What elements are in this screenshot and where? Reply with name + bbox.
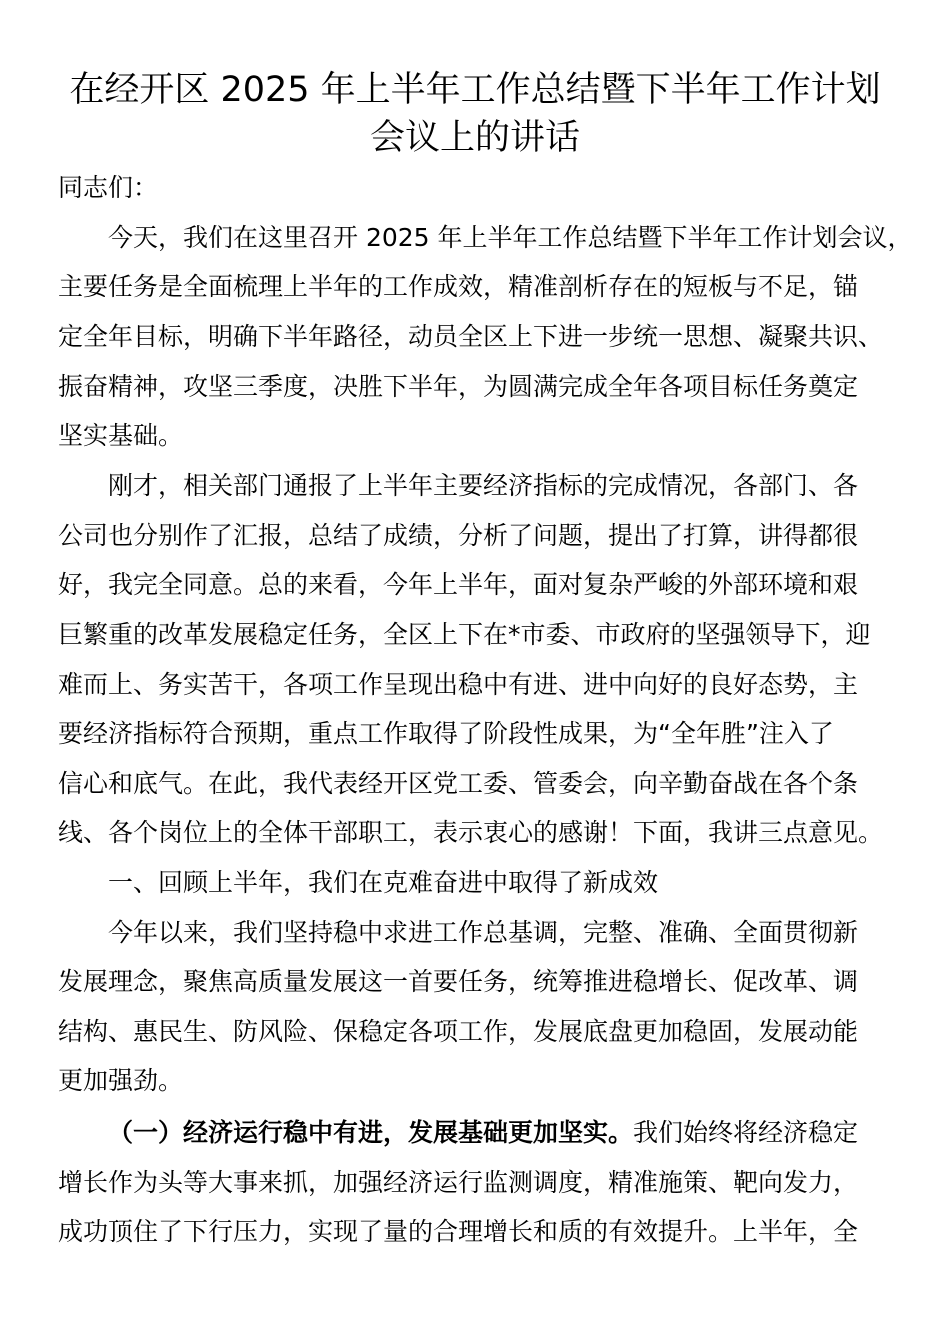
paragraph-3-line: 结构、惠民生、防风险、保稳定各项工作，发展底盘更加稳固，发展动能 <box>58 1017 859 1046</box>
paragraph-1-line: 今天，我们在这里召开 2025 年上半年工作总结暨下半年工作计划会议， <box>108 223 913 252</box>
paragraph-2-line: 好，我完全同意。总的来看，今年上半年，面对复杂严峻的外部环境和艰 <box>58 570 859 599</box>
paragraph-3-line: 今年以来，我们坚持稳中求进工作总基调，完整、准确、全面贯彻新 <box>108 918 859 947</box>
paragraph-2-line: 信心和底气。在此，我代表经开区党工委、管委会，向辛勤奋战在各个条 <box>58 769 859 798</box>
paragraph-1-line: 主要任务是全面梳理上半年的工作成效，精准剖析存在的短板与不足，锚 <box>58 272 859 301</box>
section-heading-1: 一、回顾上半年，我们在克难奋进中取得了新成效 <box>108 868 659 897</box>
paragraph-2-line: 巨繁重的改革发展稳定任务，全区上下在*市委、市政府的坚强领导下，迎 <box>58 620 871 649</box>
document-title-line-2: 会议上的讲话 <box>369 118 580 158</box>
paragraph-2-line: 公司也分别作了汇报，总结了成绩，分析了问题，提出了打算，讲得都很 <box>58 521 859 550</box>
paragraph-2-line: 要经济指标符合预期，重点工作取得了阶段性成果，为“全年胜”注入了 <box>58 719 834 748</box>
subsection-heading: （一）经济运行稳中有进，发展基础更加坚实。 <box>108 1118 634 1147</box>
paragraph-3-line: 更加强劲。 <box>58 1066 184 1095</box>
paragraph-1-line: 振奋精神，攻坚三季度，决胜下半年，为圆满完成全年各项目标任务奠定 <box>58 372 859 401</box>
document-title-line-1: 在经开区 2025 年上半年工作总结暨下半年工作计划 <box>69 70 881 110</box>
salutation: 同志们： <box>58 173 159 202</box>
paragraph-3-line: 发展理念，聚焦高质量发展这一首要任务，统筹推进稳增长、促改革、调 <box>58 967 859 996</box>
paragraph-2-line: 刚才，相关部门通报了上半年主要经济指标的完成情况，各部门、各 <box>108 471 859 500</box>
paragraph-1-line: 定全年目标，明确下半年路径，动员全区上下进一步统一思想、凝聚共识、 <box>58 322 884 351</box>
paragraph-4-text: 我们始终将经济稳定 <box>633 1118 859 1147</box>
paragraph-1-line: 坚实基础。 <box>58 421 184 450</box>
paragraph-2-line: 线、各个岗位上的全体干部职工，表示衷心的感谢！下面，我讲三点意见。 <box>58 818 884 847</box>
paragraph-4-first-line <box>108 1116 858 1150</box>
paragraph-2-line: 难而上、务实苦干，各项工作呈现出稳中有进、进中向好的良好态势，主 <box>58 670 859 699</box>
paragraph-4-line: 成功顶住了下行压力，实现了量的合理增长和质的有效提升。上半年，全 <box>58 1217 859 1246</box>
paragraph-4-line: 增长作为头等大事来抓，加强经济运行监测调度，精准施策、靶向发力， <box>58 1168 859 1197</box>
